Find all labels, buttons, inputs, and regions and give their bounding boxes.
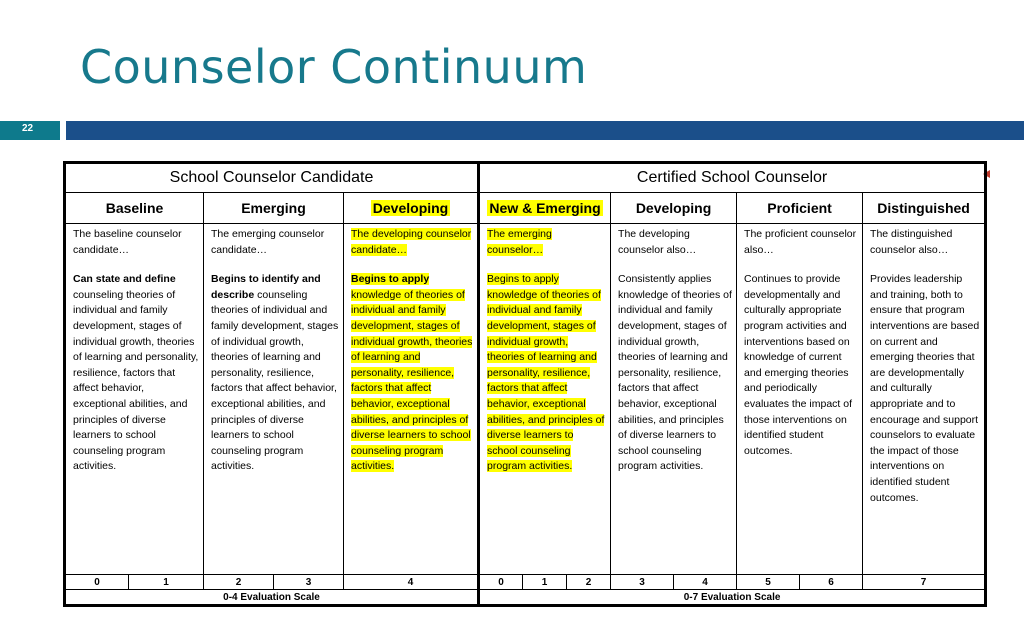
desc-lead: Begins to identify and describe [211, 273, 321, 301]
level-label: Developing [635, 200, 712, 216]
level-developing-candidate [344, 193, 479, 224]
desc-intro: The proficient counselor also… [744, 228, 857, 256]
scale-label-row [65, 590, 986, 606]
desc-body: Provides leadership and training, both to ensure that program interventions are based on current and emerging theories that are developmentally and culturally appropriate and to encourage and support counselors to evaluate the impact of those interventions on identified student outcomes. [870, 273, 980, 504]
scale-label-candidate: 0-4 Evaluation Scale [65, 590, 479, 606]
description-row [65, 224, 986, 575]
scale-number-cell: 1 [129, 575, 204, 590]
desc-proficient [737, 224, 863, 575]
level-label-highlighted: Developing [372, 200, 449, 216]
desc-developing-candidate [344, 224, 479, 575]
desc-intro: The developing counselor also… [618, 228, 697, 256]
scale-number-cell: 6 [800, 575, 863, 590]
desc-body: Continues to provide developmentally and culturally appropriate program activities and interventions based on knowledge of current and emerging theories and periodically evaluates the impact of those interventions on identified student outcomes. [744, 273, 853, 457]
scale-number-cell: 5 [737, 575, 800, 590]
level-proficient [737, 193, 863, 224]
level-label: Proficient [767, 200, 832, 216]
desc-intro: The emerging counselor candidate… [211, 228, 325, 256]
group-title-candidate: School Counselor Candidate [65, 163, 479, 193]
desc-intro: The distinguished counselor also… [870, 228, 953, 256]
level-baseline [65, 193, 204, 224]
desc-baseline [65, 224, 204, 575]
desc-body: counseling theories of individual and family development, stages of individual growth, theories of learning and personality, resilience, factors that affect behavior, exceptional abilities, and principles of diverse learners to school counseling program activities. [73, 288, 199, 473]
level-label: Emerging [241, 200, 306, 216]
scale-number-cell: 1 [523, 575, 567, 590]
scale-number-cell: 2 [567, 575, 611, 590]
scale-number-cell: 2 [204, 575, 274, 590]
scale-number-cell: 4 [674, 575, 737, 590]
scale-number-row [65, 575, 986, 590]
desc-new-emerging [479, 224, 611, 575]
scale-number-cell: 0 [479, 575, 523, 590]
scale-number-cell: 3 [274, 575, 344, 590]
scale-number-cell: 3 [611, 575, 674, 590]
group-title-certified: Certified School Counselor [479, 163, 986, 193]
desc-distinguished [863, 224, 986, 575]
scale-number-cell: 7 [863, 575, 986, 590]
desc-lead: Begins to apply [351, 273, 430, 286]
level-distinguished [863, 193, 986, 224]
group-header-row [65, 163, 986, 193]
scale-label-certified: 0-7 Evaluation Scale [479, 590, 986, 606]
level-header-row [65, 193, 986, 224]
level-label: Baseline [105, 200, 164, 216]
desc-lead: Can state and define [73, 273, 176, 286]
level-label-highlighted: New & Emerging [489, 200, 601, 216]
desc-body: Consistently applies knowledge of theories of individual and family development, stages of individual growth, theories of learning and personality, resilience, factors that affect behavior, exceptional abilities, and principles of diverse learners to school counseling program activities. [618, 273, 732, 473]
header-accent-bar [66, 121, 1024, 140]
desc-intro: The baseline counselor candidate… [73, 228, 182, 256]
counselor-continuum-table [63, 161, 987, 607]
level-emerging [204, 193, 344, 224]
desc-intro: The emerging counselor… [487, 228, 552, 256]
level-developing-certified [611, 193, 737, 224]
level-label: Distinguished [877, 200, 970, 216]
desc-body: counseling theories of individual and family development, stages of individual growth, theories of learning and personality, resilience, factors that affect behavior, exceptional abilities, and principles of diverse learners to school counseling program activities. [211, 288, 339, 473]
desc-body: knowledge of theories of individual and family development, stages of individual growth, theories of learning and personality, resilience, factors that affect behavior, exceptional abilities, and principles of diverse learners to school counseling program activities. [351, 288, 473, 473]
scale-number-cell: 4 [344, 575, 479, 590]
desc-developing-certified [611, 224, 737, 575]
desc-body: Begins to apply knowledge of theories of individual and family development, stages of individual growth, theories of learning and personality, resilience, factors that affect behavior, exceptional abilities, and principles of diverse learners to school counseling program activities. [487, 273, 605, 473]
desc-emerging [204, 224, 344, 575]
desc-intro: The developing counselor candidate… [351, 228, 472, 256]
slide-title: Counselor Continuum [80, 40, 588, 94]
slide-number: 22 [22, 123, 34, 134]
scale-number-cell: 0 [65, 575, 129, 590]
level-new-emerging [479, 193, 611, 224]
